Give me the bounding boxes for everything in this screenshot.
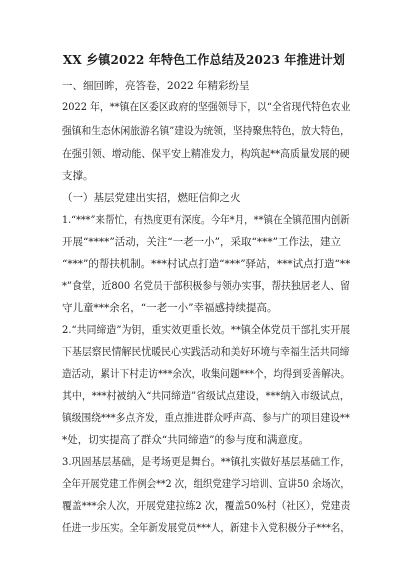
paragraph-line: “***”的帮扶机制。***村试点打造“***”驿站，***试点打造“** <box>62 258 351 270</box>
paragraph-line: 任进一步压实。全年新发展党员***人，新建卡入党积极分子***名， <box>62 522 351 534</box>
paragraph-line: 造活动，累计下村走访***余次，收集问题***个，均得到妥善解决。 <box>62 368 351 380</box>
paragraph-line: *”食堂，近800 名党员干部积极参与领办实事，帮扶独居老人、留 <box>62 280 350 292</box>
paragraph-line: 2.“共同缔造”为钥，重实效更重长效。**镇全体党员干部扎实开展 <box>62 324 351 336</box>
paragraph-line: 在强引领、增动能、保平安上精准发力，构筑起**高质量发展的硬 <box>62 148 350 160</box>
paragraph-line: 其中，***村被纳入“共同缔造”省级试点建设，***纳入市级试点， <box>62 390 350 402</box>
paragraph-line: 全年开展党建工作例会**2 次，组织党建学习培训、宣讲50 余场次， <box>62 478 350 490</box>
paragraph-line: 支撑。 <box>62 170 94 182</box>
paragraph-line: 3.巩固基层基础，是考场更是舞台。**镇扎实做好基层基础工作， <box>62 456 351 468</box>
paragraph-line: 强镇和生态休闲旅游名镇”建设为统领，坚持聚焦特色，放大特色， <box>62 125 350 137</box>
section-heading-1: 一、细回眸，亮答卷，2022 年精彩纷呈 <box>62 80 250 92</box>
paragraph-line: 守儿童***余名，“一老一小”幸福感持续提高。 <box>62 302 278 314</box>
paragraph-line: 覆盖***余人次，开展党建拉练2 次，覆盖50%村（社区），党建责 <box>62 500 351 512</box>
paragraph-line: *处，切实提高了群众“共同缔造”的参与度和满意度。 <box>62 434 309 446</box>
paragraph-line: 开展“****”活动，关注“一老一小”，采取“***”工作法，建立 <box>62 236 341 248</box>
paragraph-line: 1.“***”来帮忙，有热度更有深度。今年*月，**镇在全镇范围内创新 <box>62 214 350 226</box>
paragraph-line: 镇级围绕***多点齐发，重点推进群众呼声高、参与广的项目建设** <box>62 412 350 424</box>
document-title: XX 乡镇2022 年特色工作总结及2023 年推进计划 <box>62 52 346 67</box>
paragraph-line: 2022 年，**镇在区委区政府的坚强领导下，以“全省现代特色农业 <box>62 101 351 113</box>
paragraph-line: 下基层察民情解民忧暖民心实践活动和美好环境与幸福生活共同缔 <box>62 346 350 358</box>
subsection-heading-1: （一）基层党建出实招，燃旺信仰之火 <box>62 192 241 204</box>
